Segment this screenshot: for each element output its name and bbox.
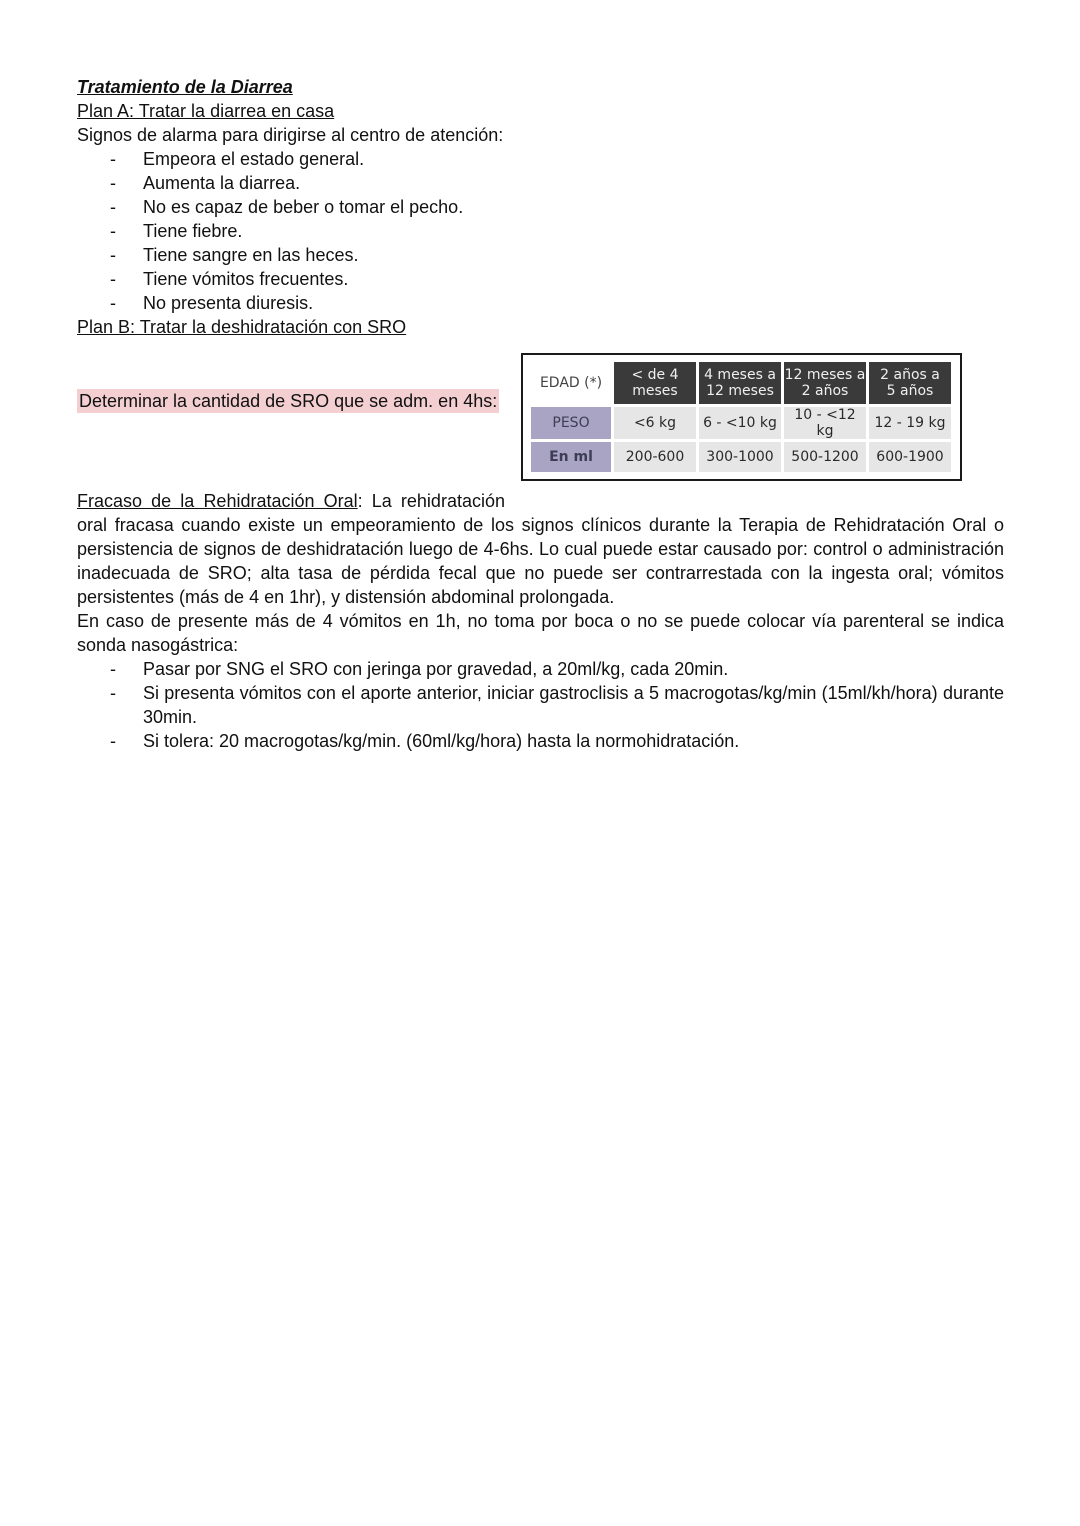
sro-dose-table [528,359,954,475]
failure-section [77,489,1004,753]
table-header-cell: 12 meses a 2 años [784,362,866,404]
table-header-cell: < de 4 meses [614,362,696,404]
table-cell: 200-600 [614,442,696,472]
alarm-signs-list [77,147,1004,315]
list-item: - Aumenta la diarrea. [110,173,301,193]
table-cell: 6 - <10 kg [699,407,781,439]
list-item: - Tiene vómitos frecuentes. [110,269,349,289]
table-cell: 300-1000 [699,442,781,472]
plan-b-heading: Plan B: Tratar la deshidratación con SRO [77,317,407,337]
failure-lead: : La rehidratación [357,491,505,511]
table-header-cell: 2 años a 5 años [869,362,951,404]
table-header-cell: 4 meses a 12 meses [699,362,781,404]
list-item: - Si tolera: 20 macrogotas/kg/min. (60ml/kg/hora) hasta la normohidratación. [110,731,740,751]
table-row [531,407,951,439]
sng-steps-list [77,657,1004,753]
failure-heading: Fracaso de la Rehidratación Oral [77,491,358,511]
plan-a-intro: Signos de alarma para dirigirse al centro de atención: [77,125,504,145]
highlighted-instruction: Determinar la cantidad de SRO que se adm. en 4hs: [79,391,498,411]
document-title: Tratamiento de la Diarrea [77,77,293,97]
list-item: - No presenta diuresis. [110,293,314,313]
failure-first-line [77,489,505,513]
table-cell: 10 - <12 kg [784,407,866,439]
table-cell: <6 kg [614,407,696,439]
table-row [531,442,951,472]
document-page [77,75,1004,753]
list-item: - Pasar por SNG el SRO con jeringa por gravedad, a 20ml/kg, cada 20min. [110,659,729,679]
list-item: - Empeora el estado general. [110,149,365,169]
sng-intro: En caso de presente más de 4 vómitos en 1h, no toma por boca o no se puede colocar vía parenteral se indica sonda nasogástrica: [77,611,1004,655]
failure-paragraph: oral fracasa cuando existe un empeoramiento de los signos clínicos durante la Terapia de Rehidratación Oral o persistencia de signos de deshidratación luego de 4-6hs. Lo cual puede estar causado por: control o administración inadecuada de SRO; alta tasa de pérdida fecal que no puede ser contrarrestada con la ingesta oral; vómitos persistentes (más de 4 en 1hr), y distensión abdominal prolongada. [77,515,1004,607]
plan-a-heading: Plan A: Tratar la diarrea en casa [77,101,335,121]
row-label-ml: En ml [531,442,611,472]
list-item: - Si presenta vómitos con el aporte anterior, iniciar gastroclisis a 5 macrogotas/kg/min (15ml/kh/hora) durante 30min. [110,683,1004,727]
row-label-peso: PESO [531,407,611,439]
plan-b-block [77,339,1004,489]
table-cell: 500-1200 [784,442,866,472]
table-cell: 600-1900 [869,442,951,472]
list-item: - No es capaz de beber o tomar el pecho. [110,197,464,217]
list-item: - Tiene sangre en las heces. [110,245,359,265]
sro-table-box [521,353,962,481]
table-header-row [531,362,951,404]
table-corner-cell: EDAD (*) [531,362,611,404]
list-item: - Tiene fiebre. [110,221,243,241]
table-cell: 12 - 19 kg [869,407,951,439]
